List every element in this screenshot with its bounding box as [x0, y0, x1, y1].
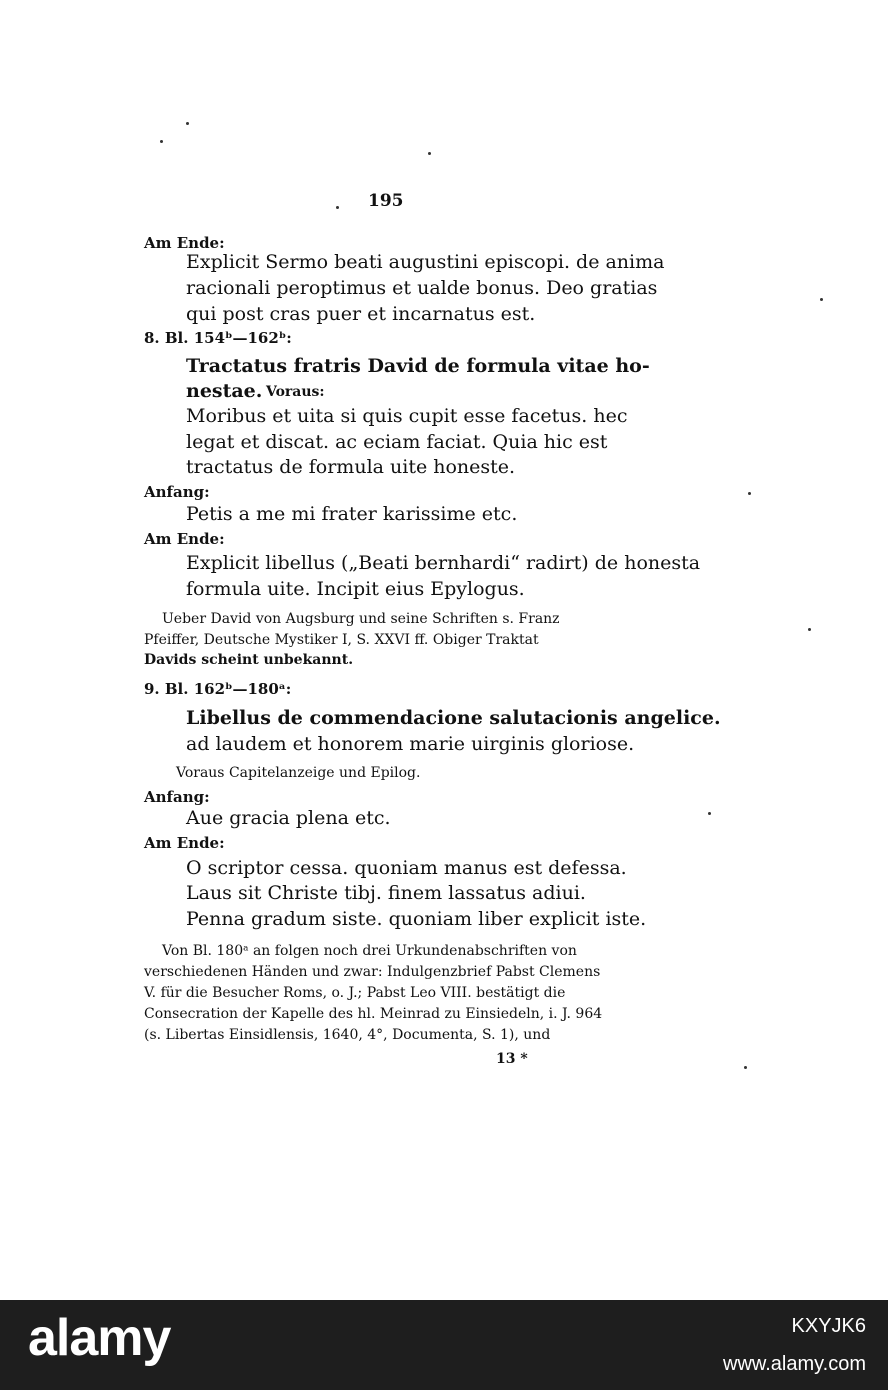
site-url: www.alamy.com [723, 1353, 866, 1375]
text-line: Penna gradum siste. quoniam liber explicit iste. [186, 908, 647, 930]
speck [808, 628, 811, 631]
watermark-footer [0, 1300, 888, 1390]
text-line: Aue gracia plena etc. [186, 807, 391, 829]
note-line: Ueber David von Augsburg und seine Schriften s. Franz [162, 611, 560, 627]
speck [748, 492, 751, 495]
title-line: Libellus de commendacione salutacionis angelice. [186, 707, 721, 729]
note-line: (s. Libertas Einsidlensis, 1640, 4°, Documenta, S. 1), und [144, 1027, 551, 1043]
speck [428, 152, 431, 155]
alamy-logo: alamy [28, 1309, 171, 1367]
text-line: Explicit Sermo beati augustini episcopi. de anima [186, 251, 665, 273]
image-id: KXYJK6 [791, 1315, 866, 1337]
section-label: Am Ende: [144, 834, 225, 852]
note-line: Voraus Capitelanzeige und Epilog. [176, 765, 421, 781]
title-line: nestae. [186, 380, 263, 402]
speck [820, 298, 823, 301]
text-line: Explicit libellus („Beati bernhardi“ radirt) de honesta [186, 552, 701, 574]
signature-mark: 13 * [496, 1051, 528, 1067]
text-line: qui post cras puer et incarnatus est. [186, 303, 536, 325]
text-line: formula uite. Incipit eius Epylogus. [186, 578, 525, 600]
section-label: Voraus: [266, 384, 325, 400]
note-line: Consecration der Kapelle des hl. Meinrad zu Einsiedeln, i. J. 964 [144, 1006, 603, 1022]
speck [744, 1066, 747, 1069]
speck [160, 140, 163, 143]
entry-heading: 8. Bl. 154ᵇ—162ᵇ: [144, 329, 292, 347]
speck [336, 206, 339, 209]
title-line: Tractatus fratris David de formula vitae ho- [186, 355, 650, 377]
text-line: tractatus de formula uite honeste. [186, 456, 516, 478]
entry-heading: 9. Bl. 162ᵇ—180ᵃ: [144, 680, 292, 698]
note-line: verschiedenen Händen und zwar: Indulgenzbrief Pabst Clemens [144, 964, 601, 980]
text-line: ad laudem et honorem marie uirginis gloriose. [186, 733, 635, 755]
section-label: Anfang: [144, 788, 210, 806]
text-line: O scriptor cessa. quoniam manus est defessa. [186, 857, 627, 879]
note-line: V. für die Besucher Roms, o. J.; Pabst Leo VIII. bestätigt die [144, 985, 566, 1001]
section-label: Anfang: [144, 483, 210, 501]
text-line: Petis a me mi frater karissime etc. [186, 503, 518, 525]
text-line: legat et discat. ac eciam faciat. Quia hic est [186, 431, 608, 453]
speck [708, 812, 711, 815]
speck [186, 122, 189, 125]
note-line: Pfeiffer, Deutsche Mystiker I, S. XXVI ff. Obiger Traktat [144, 632, 539, 648]
text-line: racionali peroptimus et ualde bonus. Deo gratias [186, 277, 658, 299]
text-line: Moribus et uita si quis cupit esse facetus. hec [186, 405, 628, 427]
page-number: 195 [368, 191, 404, 211]
text-line: Laus sit Christe tibj. finem lassatus adiui. [186, 882, 586, 904]
section-label: Am Ende: [144, 530, 225, 548]
section-label: Am Ende: [144, 234, 225, 252]
note-line: Davids scheint unbekannt. [144, 652, 354, 668]
note-line: Von Bl. 180ᵃ an folgen noch drei Urkundenabschriften von [162, 943, 577, 959]
